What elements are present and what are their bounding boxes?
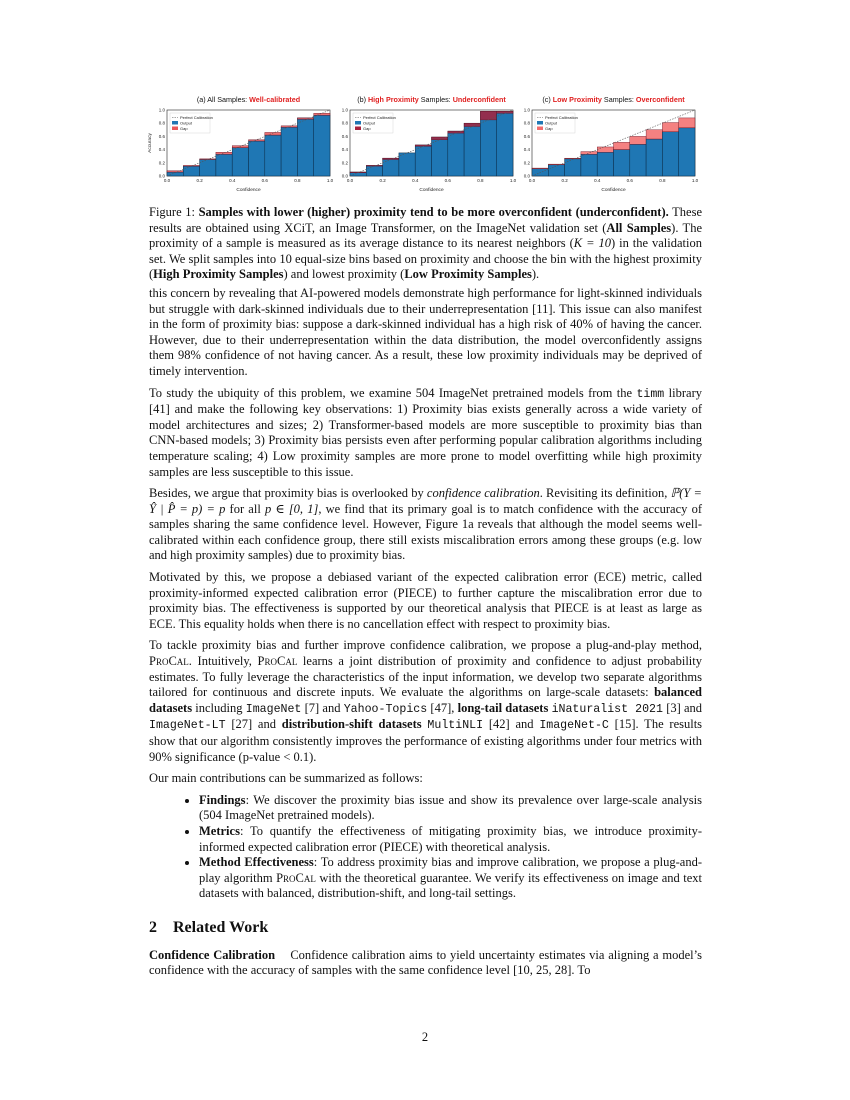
legend-output-swatch [172, 121, 178, 125]
output-bar [679, 128, 695, 176]
chart-title-text: Samples: [418, 95, 453, 104]
y-tick-label: 0.2 [341, 160, 348, 166]
chart-title-highlight: Well-calibrated [249, 95, 301, 104]
gap-bar [232, 146, 248, 148]
x-tick-label: 0.0 [528, 178, 536, 183]
gap-bar [630, 136, 646, 144]
x-axis-label: Confidence [236, 188, 261, 193]
y-tick-label: 0.2 [523, 160, 530, 166]
output-bar [216, 154, 232, 176]
list-item: • Method Effectiveness: To address proximity bias and improve calibration, we propose a plug-and-play algorithm ProCal with the theoretical guarantee. We verify its effectiveness on image and text datasets with balanced, distribution-shift, and long-tail settings. [199, 855, 702, 902]
x-tick-label: 0.6 [444, 178, 451, 183]
chart-title-text: (a) All Samples: [196, 95, 250, 104]
output-bar [662, 132, 678, 176]
y-tick-label: 0.0 [341, 173, 348, 179]
output-bar [565, 159, 581, 176]
x-tick-label: 1.0 [691, 178, 699, 183]
x-tick-label: 0.2 [196, 178, 203, 183]
paragraph-1: this concern by revealing that AI-powered models demonstrate high performance for light-skinned individuals but struggle with dark-skinned individuals due to their underrepresentation [11]. This issue can also manifest in the form of proximity bias: suppose a dark-skinned individual has a high risk of 40% of having the cancer. However, due to their underrepresentation within the data distribution, the model overconfidently assigns them 98% confidence of not having cancer. As a result, these low proximity individuals may be deprived of timely intervention. [149, 285, 702, 378]
y-tick-label: 0.8 [158, 120, 165, 126]
x-tick-label: 1.0 [326, 178, 334, 183]
output-bar [297, 118, 313, 176]
chart-panel-b [330, 94, 515, 194]
chart-title-text: Samples: [601, 95, 636, 104]
x-axis-label: Confidence [419, 188, 444, 193]
gap-bar [614, 142, 630, 149]
legend-gap-swatch [172, 127, 178, 131]
gap-bar [679, 118, 695, 128]
y-tick-label: 0.4 [341, 147, 348, 153]
output-bar [249, 141, 265, 176]
x-tick-label: 0.0 [346, 178, 354, 183]
page-number: 2 [421, 1030, 429, 1044]
y-tick-label: 0.0 [523, 173, 530, 179]
legend-output-label: Output [180, 120, 193, 126]
figure-1 [147, 94, 702, 194]
x-tick-label: 0.2 [379, 178, 386, 183]
x-tick-label: 0.4 [229, 178, 236, 183]
output-bar [383, 158, 399, 176]
legend-output-label: Output [545, 120, 558, 126]
gap-bar [581, 152, 597, 155]
gap-bar [281, 126, 297, 127]
gap-bar [480, 111, 496, 120]
y-tick-label: 0.4 [158, 147, 165, 153]
output-bar [183, 166, 199, 176]
x-axis-label: Confidence [601, 188, 626, 193]
contributions-list [149, 793, 702, 902]
gap-bar [183, 165, 199, 166]
chart-title-highlight: Low Proximity [552, 95, 602, 104]
x-tick-label: 0.8 [477, 178, 484, 183]
section-heading: 2 Related Work [149, 918, 269, 936]
list-item: • Metrics: To quantify the effectiveness of mitigating proximity bias, we introduce proximity-informed expected calibration error (PIECE) with theoretical analysis. [199, 824, 702, 855]
chart-title [542, 95, 685, 104]
gap-bar [565, 158, 581, 159]
chart-panel-a [147, 94, 332, 194]
legend-perfect-label: Perfect Calibration [180, 115, 213, 120]
y-tick-label: 0.8 [341, 120, 348, 126]
y-tick-label: 0.2 [158, 160, 165, 166]
legend-perfect-label: Perfect Calibration [363, 115, 396, 120]
output-bar [597, 152, 613, 176]
output-bar [581, 154, 597, 176]
gap-bar [314, 113, 330, 115]
output-bar [548, 165, 564, 176]
x-tick-label: 0.6 [626, 178, 633, 183]
chart-b-svg [330, 94, 515, 194]
output-bar [200, 160, 216, 177]
output-bar [265, 135, 281, 176]
x-tick-label: 0.0 [163, 178, 171, 183]
gap-bar [597, 147, 613, 152]
x-tick-label: 0.6 [261, 178, 268, 183]
chart-title-text: (c) [542, 95, 553, 104]
paragraph-5: To tackle proximity bias and further improve confidence calibration, we propose a plug-and-play method, ProCal. Intuitively, ProCal learns a joint distribution of proximity and confidence to adjust probability estimates. To fully leverage the characteristics of the input information, we develop two separate algorithms tailored for continuous and discrete inputs. We evaluate the algorithms on large-scale datasets: balanced datasets including ImageNet [7] and Yahoo-Topics [47], long-tail datasets iNaturalist 2021 [3] and ImageNet-LT [27] and distribution-shift datasets MultiNLI [42] and ImageNet-C [15]. The results show that our algorithm consistently improves the performance of existing algorithms under four metrics with 90% significance (p-value < 0.1). [149, 638, 703, 764]
legend-gap-swatch [537, 127, 543, 131]
caption-bold: Samples with lower (higher) proximity tend to be more overconfident (underconfident). [198, 205, 669, 219]
paragraph-4: Motivated by this, we propose a debiased variant of the expected calibration error (ECE) metric, called proximity-informed expected calibration error (PIECE) to further capture the miscalibration error due to proximity bias. The effectiveness is supported by our theoretical analysis that PIECE is at least as large as ECE. This equality holds when there is no cancellation effect with respect to proximity bias. [149, 570, 702, 631]
chart-title-highlight: Underconfident [452, 95, 506, 104]
output-bar [614, 150, 630, 176]
output-bar [464, 123, 480, 176]
y-tick-label: 1.0 [523, 107, 530, 113]
output-bar [415, 145, 431, 176]
output-bar [399, 153, 415, 176]
x-tick-label: 0.4 [594, 178, 601, 183]
gap-bar [548, 164, 564, 165]
output-bar [497, 111, 513, 176]
gap-bar [366, 165, 382, 166]
gap-bar [464, 123, 480, 126]
y-tick-label: 0.0 [158, 173, 165, 179]
legend-gap-swatch [355, 127, 361, 131]
x-tick-label: 0.2 [561, 178, 568, 183]
y-axis-label: Accuracy [148, 133, 153, 153]
y-tick-label: 0.6 [158, 133, 165, 139]
paragraph-6: Our main contributions can be summarized as follows: [149, 771, 423, 786]
output-bar [232, 148, 248, 176]
output-bar [448, 131, 464, 176]
chart-title [197, 95, 300, 104]
chart-panel-c [509, 94, 699, 194]
gap-bar [297, 118, 313, 119]
x-tick-label: 0.4 [412, 178, 419, 183]
page-body [149, 205, 706, 985]
paragraph-related-work: Confidence Calibration Confidence calibration aims to yield uncertainty estimates via aligning a model’s confidence with the accuracy of samples with the same confidence level [10, 25, 28]. To [149, 947, 706, 978]
y-tick-label: 0.6 [341, 133, 348, 139]
paragraph-2: To study the ubiquity of this problem, we examine 504 ImageNet pretrained models from the timm library [41] and make the following key observations: 1) Proximity bias exists generally across a wide variety of model architectures and sizes; 2) Transformer-based models are more susceptible to proximity bias than CNN-based models; 3) Proximity bias persists even after performing popular calibration algorithms including temperature scaling; 4) Low proximity samples are more prone to model overfitting while high proximity samples are less susceptible to this issue. [149, 385, 702, 479]
x-tick-label: 1.0 [509, 178, 517, 183]
legend-output-swatch [537, 121, 543, 125]
chart-a-svg [147, 94, 332, 194]
gap-bar [532, 168, 548, 169]
chart-c-svg [509, 94, 699, 194]
gap-bar [646, 130, 662, 139]
paragraph-3: Besides, we argue that proximity bias is overlooked by confidence calibration. Revisiting its definition, ℙ(Y = Ŷ | P̂ = p) = p for all p ∈ [0, 1], we find that its primary goal is to match confidence with the accuracy of samples sharing the same confidence level. However, Figure 1a reveals that although the model seems well-calibrated within each confidence group, there still exists miscalibration errors among these groups (e.g. low and high proximity samples) due to proximity bias. [149, 486, 702, 563]
gap-bar [497, 111, 513, 113]
y-tick-label: 0.4 [523, 147, 530, 153]
output-bar [646, 139, 662, 176]
chart-title-highlight: Overconfident [635, 95, 685, 104]
x-tick-label: 0.8 [659, 178, 666, 183]
y-tick-label: 0.8 [523, 120, 530, 126]
output-bar [480, 111, 496, 176]
caption-label: Figure 1: [149, 205, 199, 219]
y-tick-label: 1.0 [158, 107, 165, 113]
output-bar [630, 144, 646, 176]
gap-bar [249, 140, 265, 141]
legend-gap-label: Gap [180, 126, 188, 131]
output-bar [314, 115, 330, 176]
figure-caption: Figure 1: Samples with lower (higher) proximity tend to be more overconfident (underconfident). These results are obtained using XCiT, an Image Transformer, on the ImageNet validation set (All Samples). The proximity of a sample is measured as its average distance to its nearest neighbors (K = 10) in the validation set. We split samples into 10 equal-size bins based on proximity and choose the bin with the highest proximity (High Proximity Samples) and lowest proximity (Low Proximity Samples). [149, 205, 702, 282]
legend-perfect-label: Perfect Calibration [545, 115, 578, 120]
gap-bar [216, 152, 232, 154]
list-item: • Findings: We discover the proximity bias issue and show its prevalence over large-scale analysis (504 ImageNet pretrained models). [199, 793, 702, 824]
chart-title-text: (b) [357, 95, 368, 104]
legend-gap-label: Gap [545, 126, 553, 131]
y-tick-label: 1.0 [341, 107, 348, 113]
y-tick-label: 0.6 [523, 133, 530, 139]
output-bar [532, 169, 548, 176]
gap-bar [662, 123, 678, 132]
output-bar [281, 127, 297, 176]
chart-title [357, 95, 506, 104]
legend-output-swatch [355, 121, 361, 125]
output-bar [432, 137, 448, 176]
legend-output-label: Output [363, 120, 376, 126]
gap-bar [167, 171, 183, 172]
legend-gap-label: Gap [363, 126, 371, 131]
chart-title-highlight: High Proximity [367, 95, 419, 104]
output-bar [366, 165, 382, 176]
x-tick-label: 0.8 [294, 178, 301, 183]
